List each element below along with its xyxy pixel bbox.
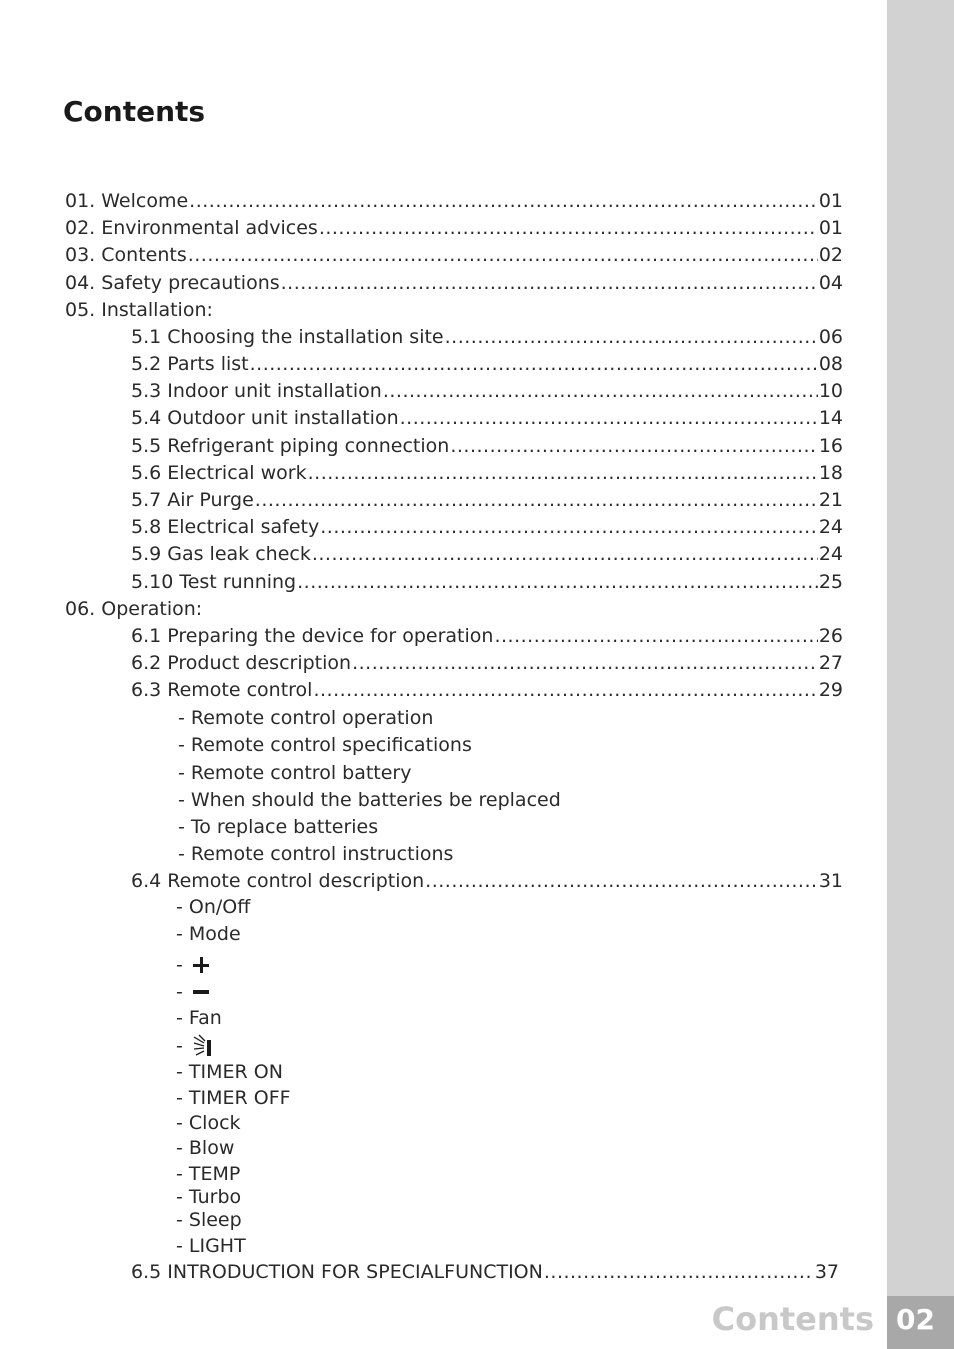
footer-label: Contents (711, 1300, 874, 1338)
toc-entry-label: 5.6 Electrical work (131, 462, 307, 484)
side-bar (887, 0, 954, 1296)
toc-subitem: - LIGHT (176, 1235, 246, 1257)
leader-dots (297, 569, 818, 595)
toc-entry-5-5[interactable] (131, 433, 843, 459)
toc-entry-page: 01 (818, 190, 843, 212)
toc-entry-page: 24 (818, 516, 843, 538)
leader-dots (308, 460, 818, 486)
minus-icon (193, 990, 209, 994)
toc-entry-5-8[interactable] (131, 514, 843, 540)
toc-subitem: - TEMP (176, 1163, 241, 1185)
toc-entry-label: 01. Welcome (65, 190, 189, 212)
toc-entry-label: 5.2 Parts list (131, 353, 249, 375)
toc-entry-label: 5.5 Refrigerant piping connection (131, 435, 450, 457)
toc-entry-page: 26 (818, 625, 843, 647)
toc-subitem-plus (176, 952, 209, 978)
toc-subitem: - Blow (176, 1137, 235, 1159)
toc-entry-label: 6.2 Product description (131, 652, 352, 674)
toc-entry-5-10[interactable] (131, 569, 843, 595)
toc-subitem: - Mode (176, 923, 241, 945)
toc-subitem: - TIMER OFF (176, 1087, 291, 1109)
toc-entry-contents[interactable] (65, 242, 843, 268)
toc-subitem: - Turbo (176, 1186, 242, 1208)
leader-dots (313, 677, 817, 703)
toc-subitem: - Fan (176, 1007, 222, 1029)
toc-entry-label: 6.4 Remote control description (131, 870, 425, 892)
toc-entry-page: 21 (818, 489, 843, 511)
dash: - (176, 1035, 183, 1057)
toc-entry-label: 5.3 Indoor unit installation (131, 380, 382, 402)
plus-icon (193, 957, 209, 973)
toc-entry-label: 6.5 INTRODUCTION FOR SPECIALFUNCTION (131, 1261, 543, 1283)
leader-dots (320, 514, 818, 540)
toc-entry-6-4[interactable] (131, 868, 843, 894)
leader-dots (544, 1259, 814, 1285)
toc-entry-page: 16 (818, 435, 843, 457)
toc-subitem: - To replace batteries (178, 816, 379, 838)
toc-subitem: - Sleep (176, 1209, 242, 1231)
toc-entry-5-7[interactable] (131, 487, 843, 513)
toc-section-installation: 05. Installation: (65, 299, 213, 321)
leader-dots (425, 868, 818, 894)
toc-entry-5-9[interactable] (131, 541, 843, 567)
toc-subitem: - Remote control battery (178, 762, 412, 784)
toc-entry-label: 5.1 Choosing the installation site (131, 326, 444, 348)
toc-entry-page: 04 (818, 272, 843, 294)
toc-entry-6-1[interactable] (131, 623, 843, 649)
leader-dots (383, 378, 818, 404)
page-number: 02 (896, 1303, 935, 1336)
toc-entry-page: 18 (818, 462, 843, 484)
toc-entry-6-3[interactable] (131, 677, 843, 703)
toc-entry-label: 02. Environmental advices (65, 217, 318, 239)
toc-entry-page: 24 (818, 543, 843, 565)
toc-entry-page: 06 (818, 326, 843, 348)
leader-dots (255, 487, 818, 513)
toc-subitem: - Clock (176, 1112, 241, 1134)
toc-entry-5-3[interactable] (131, 378, 843, 404)
leader-dots (281, 270, 818, 296)
toc-entry-page: 31 (818, 870, 843, 892)
toc-entry-page: 02 (818, 244, 843, 266)
toc-subitem: - On/Off (176, 896, 251, 918)
dash: - (176, 954, 183, 976)
toc-entry-page: 08 (818, 353, 843, 375)
toc-entry-6-2[interactable] (131, 650, 843, 676)
leader-dots (450, 433, 817, 459)
toc-entry-page: 14 (818, 407, 843, 429)
leader-dots (188, 242, 818, 268)
leader-dots (400, 405, 818, 431)
toc-entry-6-5[interactable] (131, 1259, 839, 1285)
leader-dots (250, 351, 818, 377)
toc-entry-label: 5.4 Outdoor unit installation (131, 407, 399, 429)
toc-entry-page: 01 (818, 217, 843, 239)
toc-entry-safety-precautions[interactable] (65, 270, 843, 296)
toc-subitem: - Remote control operation (178, 707, 434, 729)
toc-entry-label: 5.9 Gas leak check (131, 543, 311, 565)
toc-entry-label: 5.10 Test running (131, 571, 297, 593)
toc-entry-5-2[interactable] (131, 351, 843, 377)
toc-entry-welcome[interactable] (65, 188, 843, 214)
toc-subitem: - Remote control instructions (178, 843, 454, 865)
toc-entry-label: 5.8 Electrical safety (131, 516, 320, 538)
toc-entry-5-6[interactable] (131, 460, 843, 486)
toc-entry-label: 6.1 Preparing the device for operation (131, 625, 494, 647)
toc-entry-label: 6.3 Remote control (131, 679, 313, 701)
leader-dots (189, 188, 818, 214)
toc-entry-page: 10 (818, 380, 843, 402)
toc-entry-page: 37 (814, 1261, 839, 1283)
toc-subitem: - When should the batteries be replaced (178, 789, 561, 811)
leader-dots (494, 623, 817, 649)
leader-dots (352, 650, 818, 676)
leader-dots (312, 541, 818, 567)
toc-entry-label: 03. Contents (65, 244, 187, 266)
toc-entry-page: 29 (818, 679, 843, 701)
swing-icon (193, 1034, 215, 1058)
toc-entry-label: 04. Safety precautions (65, 272, 280, 294)
toc-entry-5-4[interactable] (131, 405, 843, 431)
toc-section-operation: 06. Operation: (65, 598, 203, 620)
toc-subitem: - TIMER ON (176, 1061, 283, 1083)
toc-entry-label: 5.7 Air Purge (131, 489, 254, 511)
toc-subitem: - Remote control specifications (178, 734, 472, 756)
dash: - (176, 981, 183, 1003)
toc-entry-page: 27 (818, 652, 843, 674)
leader-dots (445, 324, 818, 350)
toc-entry-page: 25 (818, 571, 843, 593)
leader-dots (319, 215, 818, 241)
toc-entry-5-1[interactable] (131, 324, 843, 350)
page-title: Contents (63, 95, 206, 128)
toc-subitem-swing (176, 1033, 215, 1059)
toc-subitem-minus (176, 979, 209, 1005)
toc-entry-environmental-advices[interactable] (65, 215, 843, 241)
